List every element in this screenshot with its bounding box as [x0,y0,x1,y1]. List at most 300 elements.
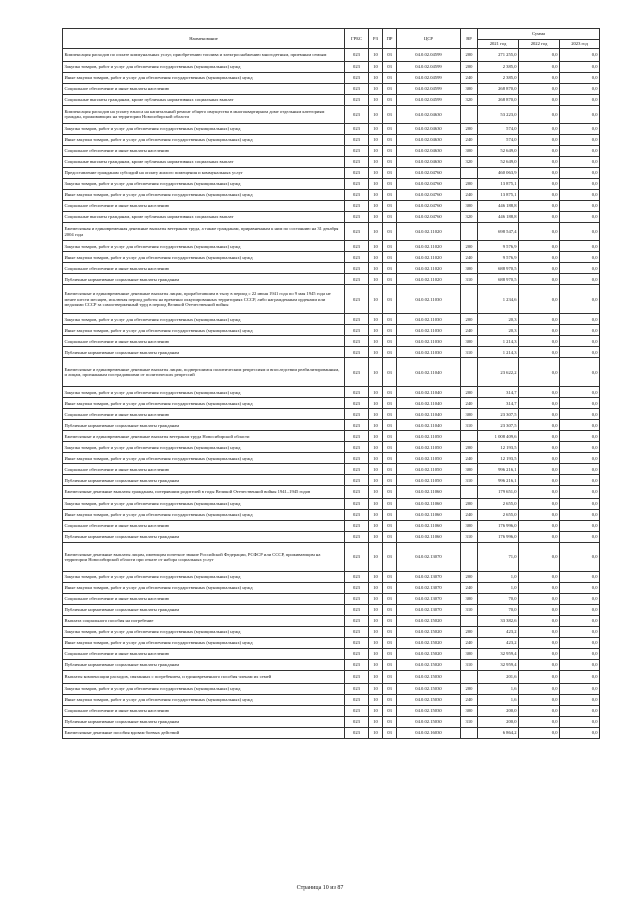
cell-2023: 0,0 [560,431,600,442]
table-row [63,420,600,431]
table-row [63,222,600,240]
cell-2021: 23 307,5 [478,409,519,420]
cell-grbs: 023 [345,694,369,705]
cell-2022: 0,0 [519,189,560,200]
cell-2023: 0,0 [560,637,600,648]
cell-pr: 03 [383,347,397,358]
cell-pr: 03 [383,241,397,252]
cell-2022: 0,0 [519,156,560,167]
cell-grbs: 023 [345,409,369,420]
cell-pr: 03 [383,123,397,134]
cell-2022: 0,0 [519,49,560,62]
cell-name: Ежемесячные и единовременные денежные выплаты лицам, проработавшим в тылу в период с 22 июня 1941 года по 9 мая 1945 года не менее шести месяцев, исключая период работы на временно оккупированных территориях СССР, либо награжденным орденами или медалями СССР за самоотверженный труд в период Великой Отечественной войны [63,285,345,314]
cell-grbs: 023 [345,94,369,105]
table-row [63,520,600,531]
cell-pr: 03 [383,716,397,727]
cell-name: Выплата социального пособия на погребение [63,615,345,626]
cell-rz: 10 [369,716,383,727]
cell-2023: 0,0 [560,347,600,358]
cell-name: Социальное обеспечение и иные выплаты населению [63,593,345,604]
cell-vr: 300 [461,705,478,716]
table-row [63,263,600,274]
cell-name: Закупка товаров, работ и услуг для обеспечения государственных (муниципальных) нужд [63,626,345,637]
cell-csr: 04.0.02.15020 [397,615,461,626]
cell-csr: 04.0.02.13070 [397,593,461,604]
table-row [63,705,600,716]
cell-grbs: 023 [345,670,369,683]
cell-vr: 200 [461,626,478,637]
cell-csr: 04.0.02.15030 [397,670,461,683]
cell-csr: 04.0.02.15030 [397,694,461,705]
cell-2022: 0,0 [519,211,560,222]
cell-vr: 200 [461,683,478,694]
cell-pr: 03 [383,509,397,520]
cell-csr: 04.0.02.13070 [397,604,461,615]
cell-grbs: 023 [345,347,369,358]
cell-pr: 03 [383,464,397,475]
cell-2021: 9 576,9 [478,241,519,252]
cell-pr: 03 [383,252,397,263]
cell-2022: 0,0 [519,442,560,453]
cell-vr: 310 [461,716,478,727]
cell-pr: 03 [383,727,397,738]
cell-2022: 0,0 [519,683,560,694]
cell-csr: 04.0.02.11040 [397,398,461,409]
cell-rz: 10 [369,347,383,358]
cell-csr: 04.0.02.04760 [397,200,461,211]
cell-grbs: 023 [345,683,369,694]
cell-2022: 0,0 [519,314,560,325]
cell-2023: 0,0 [560,464,600,475]
table-row [63,178,600,189]
cell-vr: 300 [461,336,478,347]
table-row [63,156,600,167]
cell-name: Ежемесячные денежные пособия вдовам боевых действий [63,727,345,738]
table-row [63,83,600,94]
cell-pr: 03 [383,274,397,285]
cell-rz: 10 [369,626,383,637]
cell-2021: 53 223,0 [478,105,519,123]
table-row [63,145,600,156]
table-row [63,105,600,123]
cell-name: Ежемесячные и единовременные денежные выплаты лицам, подвергшимся политическим репрессиям и впоследствии реабилитированным, и лицам, признанным пострадавшими от политических репрессий [63,358,345,387]
cell-2022: 0,0 [519,325,560,336]
cell-csr: 04.0.02.04630 [397,145,461,156]
cell-2022: 0,0 [519,509,560,520]
cell-vr: 200 [461,314,478,325]
table-row [63,593,600,604]
table-row [63,475,600,486]
cell-grbs: 023 [345,531,369,542]
cell-pr: 03 [383,211,397,222]
cell-2023: 0,0 [560,531,600,542]
page-number: Страница 10 из 87 [296,885,344,891]
table-row [63,285,600,314]
cell-name: Публичные нормативные социальные выплаты гражданам [63,420,345,431]
cell-pr: 03 [383,49,397,62]
cell-vr: 200 [461,241,478,252]
cell-pr: 03 [383,453,397,464]
cell-csr: 04.0.02.15030 [397,705,461,716]
header-pr: ПР [383,29,397,49]
table-row [63,670,600,683]
cell-rz: 10 [369,520,383,531]
cell-2021: 52 649,0 [478,145,519,156]
cell-rz: 10 [369,409,383,420]
cell-pr: 03 [383,542,397,571]
cell-2022: 0,0 [519,94,560,105]
cell-rz: 10 [369,263,383,274]
cell-2022: 0,0 [519,593,560,604]
table-row [63,241,600,252]
cell-2022: 0,0 [519,105,560,123]
cell-2023: 0,0 [560,358,600,387]
cell-vr: 240 [461,694,478,705]
cell-vr: 200 [461,178,478,189]
cell-grbs: 023 [345,464,369,475]
cell-name: Публичные нормативные социальные выплаты гражданам [63,475,345,486]
cell-2021: 423,2 [478,637,519,648]
cell-rz: 10 [369,314,383,325]
cell-rz: 10 [369,398,383,409]
cell-vr [461,105,478,123]
cell-2022: 0,0 [519,615,560,626]
cell-grbs: 023 [345,520,369,531]
cell-2023: 0,0 [560,211,600,222]
cell-csr: 04.0.02.11060 [397,531,461,542]
cell-2023: 0,0 [560,200,600,211]
cell-csr: 04.0.02.15030 [397,716,461,727]
cell-csr: 04.0.02.11040 [397,387,461,398]
cell-2022: 0,0 [519,145,560,156]
cell-2022: 0,0 [519,531,560,542]
cell-2022: 0,0 [519,387,560,398]
cell-name: Иные закупки товаров, работ и услуг для обеспечения государственных (муниципальных) нужд [63,252,345,263]
cell-vr: 200 [461,61,478,72]
cell-grbs: 023 [345,167,369,178]
cell-2021: 1,0 [478,571,519,582]
table-row [63,659,600,670]
cell-grbs: 023 [345,648,369,659]
cell-name: Публичные нормативные социальные выплаты гражданам [63,347,345,358]
cell-2023: 0,0 [560,94,600,105]
cell-grbs: 023 [345,659,369,670]
cell-2022: 0,0 [519,670,560,683]
table-row [63,274,600,285]
cell-rz: 10 [369,637,383,648]
cell-rz: 10 [369,211,383,222]
cell-2022: 0,0 [519,241,560,252]
cell-grbs: 023 [345,542,369,571]
cell-csr: 04.0.02.04599 [397,61,461,72]
header-name: Наименование [63,29,345,49]
cell-pr: 03 [383,648,397,659]
cell-grbs: 023 [345,604,369,615]
cell-vr: 300 [461,409,478,420]
cell-name: Закупка товаров, работ и услуг для обеспечения государственных (муниципальных) нужд [63,61,345,72]
cell-vr: 200 [461,498,478,509]
cell-vr [461,431,478,442]
cell-2021: 314,7 [478,387,519,398]
cell-2021: 996 216,1 [478,464,519,475]
cell-csr: 04.0.02.04760 [397,178,461,189]
cell-grbs: 023 [345,593,369,604]
cell-2021: 1,6 [478,683,519,694]
cell-name: Иные закупки товаров, работ и услуг для обеспечения государственных (муниципальных) нужд [63,398,345,409]
cell-vr: 200 [461,123,478,134]
table-row [63,325,600,336]
cell-csr: 04.0.02.15020 [397,637,461,648]
cell-pr: 03 [383,285,397,314]
cell-csr: 04.0.02.11040 [397,420,461,431]
cell-2023: 0,0 [560,167,600,178]
cell-name: Социальное обеспечение и иные выплаты населению [63,705,345,716]
cell-2022: 0,0 [519,453,560,464]
cell-pr: 03 [383,475,397,486]
cell-pr: 03 [383,520,397,531]
cell-2022: 0,0 [519,409,560,420]
cell-vr [461,167,478,178]
cell-2021: 20,3 [478,314,519,325]
cell-2023: 0,0 [560,49,600,62]
cell-csr: 04.0.02.13070 [397,582,461,593]
cell-2023: 0,0 [560,189,600,200]
cell-name: Ежемесячные денежные выплаты гражданам, потерявшим родителей в годы Великой Отечественной войны 1941–1945 годов [63,486,345,499]
cell-grbs: 023 [345,156,369,167]
cell-grbs: 023 [345,222,369,240]
cell-2021: 13 875,1 [478,178,519,189]
cell-vr: 310 [461,420,478,431]
table-row [63,409,600,420]
cell-csr: 04.0.02.04599 [397,49,461,62]
cell-name: Социальное обеспечение и иные выплаты населению [63,648,345,659]
cell-vr: 240 [461,453,478,464]
cell-2023: 0,0 [560,648,600,659]
cell-2022: 0,0 [519,336,560,347]
cell-vr: 240 [461,325,478,336]
cell-csr: 04.0.02.04630 [397,134,461,145]
cell-name: Иные закупки товаров, работ и услуг для обеспечения государственных (муниципальных) нужд [63,582,345,593]
cell-csr: 04.0.02.04599 [397,83,461,94]
cell-2023: 0,0 [560,727,600,738]
cell-vr: 240 [461,509,478,520]
cell-csr: 04.0.02.16030 [397,727,461,738]
table-row [63,694,600,705]
table-row [63,727,600,738]
cell-rz: 10 [369,582,383,593]
cell-vr: 300 [461,83,478,94]
cell-grbs: 023 [345,398,369,409]
cell-grbs: 023 [345,61,369,72]
cell-rz: 10 [369,200,383,211]
cell-2022: 0,0 [519,123,560,134]
cell-2021: 314,7 [478,398,519,409]
cell-name: Иные закупки товаров, работ и услуг для обеспечения государственных (муниципальных) нужд [63,453,345,464]
cell-pr: 03 [383,314,397,325]
table-row [63,509,600,520]
cell-2023: 0,0 [560,83,600,94]
cell-2021: 179 651,0 [478,486,519,499]
cell-2021: 2 655,0 [478,498,519,509]
cell-2023: 0,0 [560,156,600,167]
cell-csr: 04.0.02.15020 [397,626,461,637]
cell-vr: 320 [461,94,478,105]
cell-2023: 0,0 [560,123,600,134]
cell-2021: 574,0 [478,134,519,145]
cell-name: Закупка товаров, работ и услуг для обеспечения государственных (муниципальных) нужд [63,442,345,453]
cell-grbs: 023 [345,285,369,314]
cell-pr: 03 [383,604,397,615]
cell-2023: 0,0 [560,604,600,615]
cell-pr: 03 [383,189,397,200]
cell-rz: 10 [369,727,383,738]
cell-rz: 10 [369,464,383,475]
cell-2021: 9 576,9 [478,252,519,263]
cell-csr: 04.0.02.11040 [397,358,461,387]
cell-csr: 04.0.02.11040 [397,409,461,420]
cell-2023: 0,0 [560,670,600,683]
cell-2022: 0,0 [519,285,560,314]
cell-name: Социальные выплаты гражданам, кроме публичных нормативных социальных выплат [63,156,345,167]
cell-pr: 03 [383,498,397,509]
cell-rz: 10 [369,571,383,582]
cell-vr [461,542,478,571]
cell-2021: 6 864,2 [478,727,519,738]
cell-name: Иные закупки товаров, работ и услуг для обеспечения государственных (муниципальных) нужд [63,637,345,648]
header-year-2021: 2021 год [478,40,519,49]
cell-csr: 04.0.02.04630 [397,156,461,167]
cell-2022: 0,0 [519,222,560,240]
cell-grbs: 023 [345,325,369,336]
cell-csr: 04.0.02.11030 [397,325,461,336]
cell-grbs: 023 [345,72,369,83]
cell-2023: 0,0 [560,475,600,486]
cell-2021: 176 996,0 [478,520,519,531]
cell-csr: 04.0.02.11050 [397,431,461,442]
cell-name: Закупка товаров, работ и услуг для обеспечения государственных (муниципальных) нужд [63,387,345,398]
cell-csr: 04.0.02.13070 [397,542,461,571]
cell-2022: 0,0 [519,475,560,486]
cell-2021: 1 214,3 [478,336,519,347]
cell-2021: 32 959,4 [478,659,519,670]
cell-rz: 10 [369,285,383,314]
cell-rz: 10 [369,241,383,252]
cell-pr: 03 [383,145,397,156]
cell-pr: 03 [383,637,397,648]
cell-csr: 04.0.02.11020 [397,241,461,252]
cell-2022: 0,0 [519,648,560,659]
cell-csr: 04.0.02.04760 [397,189,461,200]
table-row [63,211,600,222]
cell-rz: 10 [369,531,383,542]
cell-rz: 10 [369,336,383,347]
table-row [63,49,600,62]
cell-rz: 10 [369,72,383,83]
cell-vr: 320 [461,211,478,222]
table-row [63,167,600,178]
cell-2022: 0,0 [519,520,560,531]
cell-2022: 0,0 [519,705,560,716]
cell-rz: 10 [369,83,383,94]
table-body [63,49,600,739]
cell-csr: 04.0.02.11020 [397,263,461,274]
cell-vr: 310 [461,347,478,358]
table-row [63,453,600,464]
cell-2022: 0,0 [519,252,560,263]
cell-vr: 240 [461,189,478,200]
cell-name: Социальное обеспечение и иные выплаты населению [63,520,345,531]
cell-pr: 03 [383,582,397,593]
cell-name: Выплаты компенсации расходов, связанных с погребением, и единовременного пособия членам их семей [63,670,345,683]
cell-grbs: 023 [345,615,369,626]
cell-2021: 460 063,9 [478,167,519,178]
cell-2023: 0,0 [560,409,600,420]
table-row [63,72,600,83]
cell-vr: 300 [461,464,478,475]
cell-rz: 10 [369,123,383,134]
cell-vr: 300 [461,593,478,604]
cell-rz: 10 [369,222,383,240]
cell-2021: 201,6 [478,670,519,683]
cell-rz: 10 [369,604,383,615]
cell-pr: 03 [383,200,397,211]
cell-2021: 32 959,4 [478,648,519,659]
cell-rz: 10 [369,542,383,571]
cell-2021: 423,2 [478,626,519,637]
cell-vr: 240 [461,582,478,593]
cell-2023: 0,0 [560,134,600,145]
cell-name: Социальное обеспечение и иные выплаты населению [63,145,345,156]
cell-vr: 310 [461,531,478,542]
table-row [63,486,600,499]
cell-2022: 0,0 [519,694,560,705]
cell-grbs: 023 [345,358,369,387]
cell-pr: 03 [383,94,397,105]
table-row [63,626,600,637]
table-row [63,604,600,615]
cell-rz: 10 [369,178,383,189]
cell-vr: 240 [461,134,478,145]
cell-2023: 0,0 [560,398,600,409]
cell-2021: 688 970,5 [478,263,519,274]
cell-2023: 0,0 [560,387,600,398]
header-csr: ЦСР [397,29,461,49]
cell-pr: 03 [383,167,397,178]
cell-2022: 0,0 [519,727,560,738]
cell-csr: 04.0.02.15030 [397,683,461,694]
cell-grbs: 023 [345,387,369,398]
cell-pr: 03 [383,387,397,398]
cell-2022: 0,0 [519,398,560,409]
cell-pr: 03 [383,670,397,683]
cell-csr: 04.0.02.15020 [397,659,461,670]
cell-vr [461,727,478,738]
cell-2022: 0,0 [519,486,560,499]
cell-vr: 240 [461,252,478,263]
cell-2023: 0,0 [560,626,600,637]
cell-rz: 10 [369,167,383,178]
cell-2021: 33 382,6 [478,615,519,626]
header-vr: ВР [461,29,478,49]
cell-csr: 04.0.02.11030 [397,314,461,325]
cell-2021: 52 649,0 [478,156,519,167]
cell-2021: 268 870,0 [478,94,519,105]
cell-2023: 0,0 [560,336,600,347]
cell-name: Закупка товаров, работ и услуг для обеспечения государственных (муниципальных) нужд [63,123,345,134]
cell-2023: 0,0 [560,694,600,705]
table-row [63,582,600,593]
cell-grbs: 023 [345,637,369,648]
